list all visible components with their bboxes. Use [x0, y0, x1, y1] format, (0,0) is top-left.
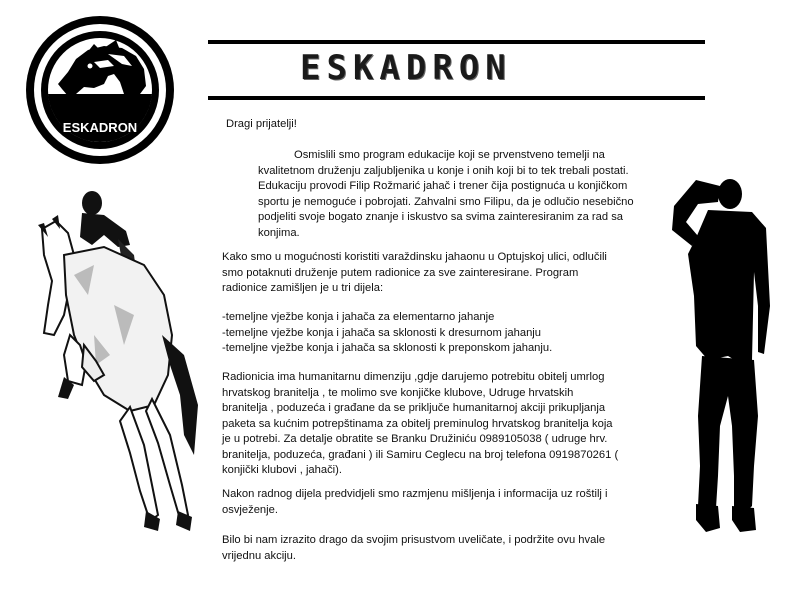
text-line: vrijednu akciju.	[222, 549, 296, 562]
text-line: je u potrebi. Za detalje obratite se Branku Družiniću 0989105038 ( udruge hrv.	[222, 433, 608, 445]
paragraph-intro	[222, 148, 634, 241]
text-line: radionice zamišljen je u tri dijela:	[222, 282, 384, 294]
logo-text: ESKADRON	[62, 120, 138, 135]
text-line: konjima.	[258, 226, 300, 239]
eskadron-logo	[24, 14, 176, 166]
text-line: sportu je nemoguće i pobrojati. Zahvalni smo Filipu, da je odlučio nesebično	[258, 195, 634, 208]
text-line: Kako smo u mogućnosti koristiti varaždinsku jahaonu u Optujskoj ulici, odlučili	[222, 251, 607, 263]
text-line: podjeliti svoje bogato znanje i iskustvo sa svima zainteresiranim za rad sa	[258, 211, 624, 223]
saluting-soldier-icon	[668, 176, 772, 540]
header-bottom-rule	[208, 96, 705, 100]
text-line: Osmislili smo program edukacije koji se prvenstveno temelji na	[294, 149, 605, 161]
text-line: kvalitetnom druženju zaljubljenika u konje i onih koji bi to tek trebali postati.	[258, 164, 629, 177]
text-line: Bilo bi nam izrazito drago da svojim prisustvom uveličate, i podržite ovu hvale	[222, 534, 606, 546]
paragraph-grill	[222, 487, 608, 518]
greeting: Dragi prijatelji!	[226, 118, 297, 130]
paragraph-closing	[222, 533, 605, 564]
list-item: -temeljne vježbe konja i jahača sa sklonosti k dresurnom jahanju	[222, 326, 542, 339]
text-line: Radionicia ima humanitarnu dimenziju ,gdje darujemo potrebitu obitelj umrlog	[222, 371, 605, 383]
paragraph-program-list	[222, 310, 552, 357]
list-item: -temeljne vježbe konja i jahača za elementarno jahanje	[222, 311, 495, 323]
text-line: konjički klubovi , jahači).	[222, 464, 343, 476]
text-line: Nakon radnog dijela predvidjeli smo razmjenu mišljenja i informacija uz roštilj i	[222, 488, 608, 500]
text-line: Edukaciju provodi Filip Rožmarić jahač i trener čija postignuća u konjičkom	[258, 180, 628, 192]
paragraph-venue	[222, 250, 607, 297]
text-line: osvježenje.	[222, 503, 278, 516]
text-line: smo potaknuti druženje putem radionice za sve zainteresirane. Program	[222, 266, 579, 279]
text-line: branitelja , poduzeća i građane da se priključe humanitarnoj akciji prikupljanja	[222, 402, 606, 414]
text-line: hrvatskog branitelja , te molimo sve konjičke klubove, Udruge hrvatskih	[222, 386, 574, 399]
text-line: paketa sa kućnim potrepštinama za obitelj preminulog hrvatskog branitelja koja	[222, 417, 613, 430]
text-line: branitelja, poduzeća, građani ) ili Samiru Ceglecu na broj telefona 0919870261 (	[222, 448, 619, 461]
list-item: -temeljne vježbe konja i jahača sa sklonosti k preponskom jahanju.	[222, 342, 553, 354]
horse-rider-jumping-icon	[34, 185, 204, 545]
header-top-rule	[208, 40, 705, 44]
paragraph-humanitarian	[222, 370, 618, 479]
page-title: ESKADRON	[300, 48, 512, 88]
